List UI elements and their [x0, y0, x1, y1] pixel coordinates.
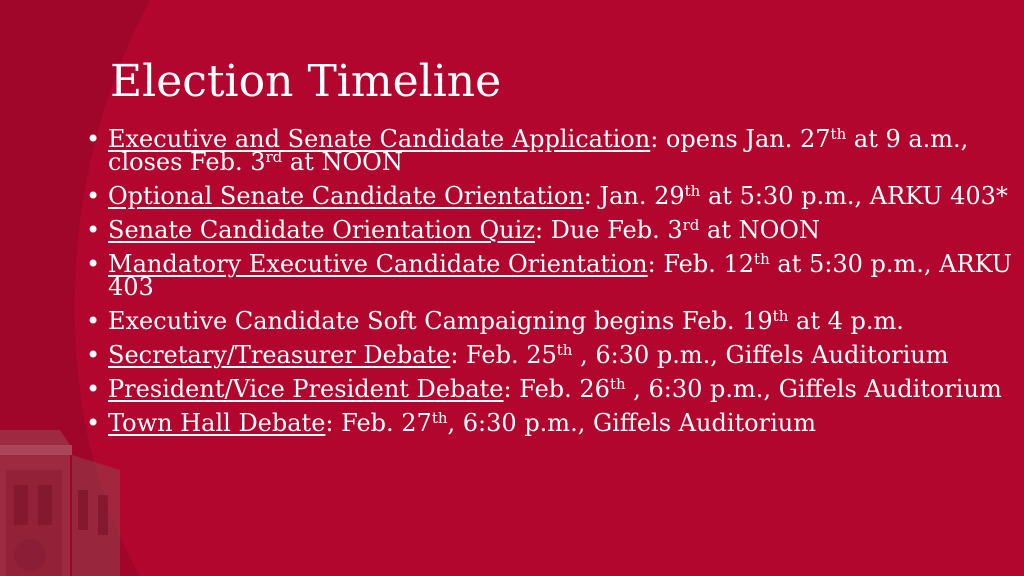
timeline-item-president-debate: • President/Vice President Debate: Feb. 26th , 6:30 p.m., Giffels Auditorium	[86, 375, 1002, 403]
timeline-list	[86, 125, 1016, 446]
bullet: •	[86, 216, 101, 244]
bullet: •	[86, 250, 101, 278]
bullet: •	[86, 375, 101, 403]
timeline-item-secretary-debate: • Secretary/Treasurer Debate: Feb. 25th , 6:30 p.m., Giffels Auditorium	[86, 341, 949, 369]
timeline-item-orientation-quiz: • Senate Candidate Orientation Quiz: Due Feb. 3rd at NOON	[86, 216, 820, 244]
timeline-item-soft-campaigning: • Executive Candidate Soft Campaigning begins Feb. 19th at 4 p.m.	[86, 307, 904, 335]
timeline-item-senate-orientation: • Optional Senate Candidate Orientation: Jan. 29th at 5:30 p.m., ARKU 403*	[86, 182, 1008, 210]
secretary-debate-link[interactable]: Secretary/Treasurer Debate	[108, 341, 451, 369]
timeline-item-town-hall: • Town Hall Debate: Feb. 27th, 6:30 p.m., Giffels Auditorium	[86, 409, 816, 437]
timeline-item-application: • Executive and Senate Candidate Application: opens Jan. 27th at 9 a.m., closes Feb. 3rd at NOON	[86, 125, 969, 176]
bullet: •	[86, 341, 101, 369]
senate-orientation-link[interactable]: Optional Senate Candidate Orientation	[108, 182, 584, 210]
timeline-item-executive-orientation: • Mandatory Executive Candidate Orientation: Feb. 12th at 5:30 p.m., ARKU 403	[86, 250, 1012, 301]
executive-orientation-link[interactable]: Mandatory Executive Candidate Orientation	[108, 250, 648, 278]
slide-title: Election Timeline	[110, 56, 502, 107]
clock-tower-image	[0, 430, 120, 576]
bullet: •	[86, 307, 101, 335]
town-hall-debate-link[interactable]: Town Hall Debate	[108, 409, 326, 437]
president-debate-link[interactable]: President/Vice President Debate	[108, 375, 504, 403]
orientation-quiz-link[interactable]: Senate Candidate Orientation Quiz	[108, 216, 535, 244]
bullet: •	[86, 182, 101, 210]
bullet: •	[86, 125, 101, 153]
bullet: •	[86, 409, 101, 437]
application-link[interactable]: Executive and Senate Candidate Application	[108, 125, 651, 153]
